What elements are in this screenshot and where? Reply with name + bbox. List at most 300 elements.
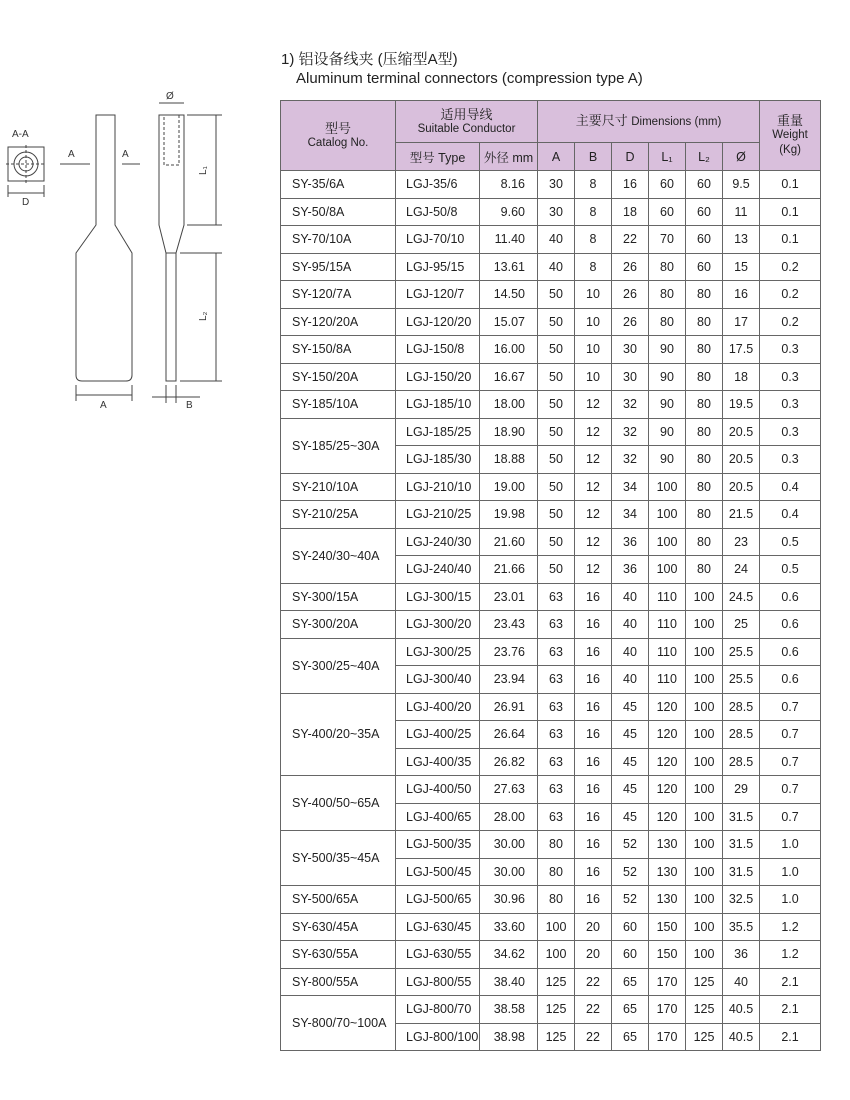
w-cell: 0.6 <box>760 583 821 611</box>
a-cell: 63 <box>538 666 575 694</box>
w-cell: 0.2 <box>760 308 821 336</box>
catalog-cell: SY-35/6A <box>281 171 396 199</box>
d-cell: 65 <box>612 996 649 1024</box>
type-cell: LGJ-300/15 <box>396 583 480 611</box>
phi-cell: 25.5 <box>723 638 760 666</box>
w-cell: 0.7 <box>760 721 821 749</box>
a-cell: 63 <box>538 693 575 721</box>
l2-cell: 80 <box>686 281 723 309</box>
d-cell: 40 <box>612 666 649 694</box>
od-cell: 21.60 <box>480 528 538 556</box>
od-cell: 38.58 <box>480 996 538 1024</box>
table-row <box>281 171 821 199</box>
type-cell: LGJ-120/7 <box>396 281 480 309</box>
phi-cell: 28.5 <box>723 693 760 721</box>
od-cell: 26.64 <box>480 721 538 749</box>
od-cell: 26.91 <box>480 693 538 721</box>
header-catalog: 型号 Catalog No. <box>281 101 396 171</box>
od-cell: 27.63 <box>480 776 538 804</box>
catalog-cell: SY-50/8A <box>281 198 396 226</box>
label-a-width: A <box>100 400 107 411</box>
d-cell: 16 <box>612 171 649 199</box>
phi-cell: 20.5 <box>723 418 760 446</box>
bore-hidden-line <box>164 115 179 165</box>
b-cell: 10 <box>575 363 612 391</box>
w-cell: 0.4 <box>760 501 821 529</box>
type-cell: LGJ-70/10 <box>396 226 480 254</box>
d-cell: 60 <box>612 941 649 969</box>
b-cell: 16 <box>575 693 612 721</box>
table-row <box>281 501 821 529</box>
d-cell: 34 <box>612 473 649 501</box>
table-row <box>281 308 821 336</box>
b-cell: 22 <box>575 1023 612 1051</box>
type-cell: LGJ-35/6 <box>396 171 480 199</box>
l1-cell: 100 <box>649 473 686 501</box>
table-row <box>281 363 821 391</box>
b-cell: 8 <box>575 171 612 199</box>
w-cell: 0.6 <box>760 666 821 694</box>
phi-cell: 40.5 <box>723 1023 760 1051</box>
table-row <box>281 583 821 611</box>
l2-cell: 100 <box>686 776 723 804</box>
table-row <box>281 776 821 804</box>
header-dimensions: 主要尺寸 Dimensions (mm) <box>538 101 760 143</box>
type-cell: LGJ-400/65 <box>396 803 480 831</box>
l1-cell: 110 <box>649 611 686 639</box>
catalog-cell: SY-210/10A <box>281 473 396 501</box>
a-cell: 63 <box>538 583 575 611</box>
w-cell: 1.0 <box>760 858 821 886</box>
l1-cell: 170 <box>649 996 686 1024</box>
table-row <box>281 831 821 859</box>
header-phi: Ø <box>723 143 760 171</box>
phi-cell: 25 <box>723 611 760 639</box>
l1-cell: 110 <box>649 666 686 694</box>
catalog-cell: SY-400/50~65A <box>281 776 396 831</box>
phi-cell: 17 <box>723 308 760 336</box>
b-cell: 10 <box>575 281 612 309</box>
a-cell: 63 <box>538 638 575 666</box>
phi-cell: 29 <box>723 776 760 804</box>
type-cell: LGJ-500/65 <box>396 886 480 914</box>
l2-cell: 80 <box>686 528 723 556</box>
od-cell: 9.60 <box>480 198 538 226</box>
b-cell: 8 <box>575 198 612 226</box>
type-cell: LGJ-300/40 <box>396 666 480 694</box>
l1-cell: 120 <box>649 721 686 749</box>
table-row <box>281 638 821 666</box>
header-b: B <box>575 143 612 171</box>
od-cell: 23.94 <box>480 666 538 694</box>
od-cell: 23.43 <box>480 611 538 639</box>
w-cell: 0.3 <box>760 446 821 474</box>
catalog-cell: SY-185/25~30A <box>281 418 396 473</box>
a-cell: 40 <box>538 226 575 254</box>
table-row <box>281 226 821 254</box>
phi-cell: 19.5 <box>723 391 760 419</box>
a-cell: 80 <box>538 858 575 886</box>
b-cell: 16 <box>575 583 612 611</box>
l2-cell: 100 <box>686 611 723 639</box>
label-phi: Ø <box>166 91 174 102</box>
l1-cell: 80 <box>649 253 686 281</box>
a-cell: 63 <box>538 611 575 639</box>
a-cell: 50 <box>538 281 575 309</box>
phi-cell: 31.5 <box>723 831 760 859</box>
a-cell: 50 <box>538 308 575 336</box>
b-cell: 16 <box>575 666 612 694</box>
l2-cell: 60 <box>686 198 723 226</box>
l1-cell: 130 <box>649 886 686 914</box>
a-cell: 40 <box>538 253 575 281</box>
a-cell: 50 <box>538 528 575 556</box>
l2-cell: 80 <box>686 308 723 336</box>
od-cell: 19.98 <box>480 501 538 529</box>
table-row <box>281 418 821 446</box>
a-cell: 50 <box>538 336 575 364</box>
w-cell: 0.2 <box>760 253 821 281</box>
l2-cell: 80 <box>686 391 723 419</box>
phi-cell: 20.5 <box>723 473 760 501</box>
catalog-cell: SY-800/70~100A <box>281 996 396 1051</box>
type-cell: LGJ-240/40 <box>396 556 480 584</box>
w-cell: 0.3 <box>760 336 821 364</box>
type-cell: LGJ-800/100 <box>396 1023 480 1051</box>
label-b: B <box>186 400 193 411</box>
w-cell: 0.1 <box>760 226 821 254</box>
a-cell: 80 <box>538 886 575 914</box>
a-cell: 30 <box>538 198 575 226</box>
d-cell: 40 <box>612 638 649 666</box>
catalog-cell: SY-70/10A <box>281 226 396 254</box>
header-od: 外径 mm <box>480 143 538 171</box>
l2-cell: 125 <box>686 996 723 1024</box>
b-cell: 16 <box>575 638 612 666</box>
label-d: D <box>22 197 30 208</box>
header-l2: L₂ <box>686 143 723 171</box>
l1-cell: 130 <box>649 858 686 886</box>
d-cell: 45 <box>612 803 649 831</box>
type-cell: LGJ-400/25 <box>396 721 480 749</box>
a-cell: 100 <box>538 913 575 941</box>
b-cell: 12 <box>575 528 612 556</box>
d-cell: 32 <box>612 446 649 474</box>
catalog-cell: SY-630/55A <box>281 941 396 969</box>
l2-cell: 60 <box>686 171 723 199</box>
type-cell: LGJ-630/45 <box>396 913 480 941</box>
b-cell: 16 <box>575 776 612 804</box>
w-cell: 0.6 <box>760 611 821 639</box>
b-cell: 8 <box>575 253 612 281</box>
d-cell: 32 <box>612 418 649 446</box>
w-cell: 0.3 <box>760 363 821 391</box>
a-cell: 50 <box>538 418 575 446</box>
type-cell: LGJ-500/35 <box>396 831 480 859</box>
table-row <box>281 473 821 501</box>
catalog-cell: SY-400/20~35A <box>281 693 396 776</box>
type-cell: LGJ-300/25 <box>396 638 480 666</box>
od-cell: 30.00 <box>480 858 538 886</box>
phi-cell: 11 <box>723 198 760 226</box>
d-cell: 30 <box>612 363 649 391</box>
spec-table <box>280 100 821 1051</box>
od-cell: 30.96 <box>480 886 538 914</box>
a-cell: 80 <box>538 831 575 859</box>
type-cell: LGJ-95/15 <box>396 253 480 281</box>
l1-cell: 90 <box>649 418 686 446</box>
phi-cell: 21.5 <box>723 501 760 529</box>
l1-cell: 90 <box>649 391 686 419</box>
w-cell: 0.5 <box>760 528 821 556</box>
b-cell: 16 <box>575 803 612 831</box>
d-cell: 45 <box>612 776 649 804</box>
w-cell: 0.4 <box>760 473 821 501</box>
type-cell: LGJ-120/20 <box>396 308 480 336</box>
l1-cell: 100 <box>649 528 686 556</box>
type-cell: LGJ-210/25 <box>396 501 480 529</box>
b-cell: 20 <box>575 913 612 941</box>
label-l2: L₂ <box>198 311 209 321</box>
b-cell: 12 <box>575 446 612 474</box>
catalog-cell: SY-120/20A <box>281 308 396 336</box>
b-cell: 16 <box>575 721 612 749</box>
type-cell: LGJ-400/20 <box>396 693 480 721</box>
l2-cell: 80 <box>686 473 723 501</box>
label-l1: L₁ <box>198 166 209 175</box>
d-cell: 18 <box>612 198 649 226</box>
l1-cell: 110 <box>649 583 686 611</box>
d-cell: 40 <box>612 611 649 639</box>
type-cell: LGJ-500/45 <box>396 858 480 886</box>
l1-cell: 90 <box>649 363 686 391</box>
heading-english: Aluminum terminal connectors (compression type A) <box>296 70 643 87</box>
b-cell: 12 <box>575 473 612 501</box>
spec-table-body <box>281 171 821 1051</box>
phi-cell: 17.5 <box>723 336 760 364</box>
type-cell: LGJ-185/10 <box>396 391 480 419</box>
od-cell: 16.00 <box>480 336 538 364</box>
phi-cell: 35.5 <box>723 913 760 941</box>
catalog-cell: SY-500/35~45A <box>281 831 396 886</box>
label-a-right: A <box>122 149 129 160</box>
d-cell: 26 <box>612 253 649 281</box>
phi-cell: 24 <box>723 556 760 584</box>
d-cell: 26 <box>612 308 649 336</box>
terminal-connector-drawing <box>0 85 280 415</box>
b-cell: 16 <box>575 611 612 639</box>
table-row <box>281 611 821 639</box>
phi-cell: 31.5 <box>723 803 760 831</box>
catalog-cell: SY-210/25A <box>281 501 396 529</box>
l1-cell: 70 <box>649 226 686 254</box>
phi-cell: 24.5 <box>723 583 760 611</box>
l2-cell: 100 <box>686 693 723 721</box>
w-cell: 1.2 <box>760 913 821 941</box>
b-cell: 16 <box>575 886 612 914</box>
d-cell: 32 <box>612 391 649 419</box>
w-cell: 0.7 <box>760 776 821 804</box>
d-cell: 36 <box>612 528 649 556</box>
l2-cell: 100 <box>686 886 723 914</box>
l1-cell: 60 <box>649 171 686 199</box>
header-conductor: 适用导线 Suitable Conductor <box>396 101 538 143</box>
table-row <box>281 886 821 914</box>
b-cell: 10 <box>575 308 612 336</box>
l1-cell: 130 <box>649 831 686 859</box>
w-cell: 2.1 <box>760 968 821 996</box>
l1-cell: 80 <box>649 308 686 336</box>
table-row <box>281 693 821 721</box>
l1-cell: 170 <box>649 1023 686 1051</box>
type-cell: LGJ-150/8 <box>396 336 480 364</box>
section-label: A-A <box>12 129 29 140</box>
l2-cell: 100 <box>686 913 723 941</box>
header-type: 型号 Type <box>396 143 480 171</box>
b-cell: 12 <box>575 418 612 446</box>
l1-cell: 170 <box>649 968 686 996</box>
type-cell: LGJ-240/30 <box>396 528 480 556</box>
l2-cell: 100 <box>686 666 723 694</box>
d-cell: 52 <box>612 831 649 859</box>
phi-cell: 20.5 <box>723 446 760 474</box>
header-l1: L₁ <box>649 143 686 171</box>
phi-cell: 36 <box>723 941 760 969</box>
od-cell: 23.01 <box>480 583 538 611</box>
od-cell: 14.50 <box>480 281 538 309</box>
heading-chinese: 1) 铝设备线夹 (压缩型A型) <box>281 51 458 68</box>
od-cell: 18.00 <box>480 391 538 419</box>
label-a-left: A <box>68 149 75 160</box>
l2-cell: 100 <box>686 831 723 859</box>
d-cell: 65 <box>612 968 649 996</box>
w-cell: 0.2 <box>760 281 821 309</box>
table-row <box>281 913 821 941</box>
w-cell: 0.1 <box>760 171 821 199</box>
type-cell: LGJ-185/30 <box>396 446 480 474</box>
b-cell: 16 <box>575 858 612 886</box>
l1-cell: 120 <box>649 776 686 804</box>
l1-cell: 120 <box>649 748 686 776</box>
a-cell: 50 <box>538 446 575 474</box>
a-cell: 50 <box>538 473 575 501</box>
w-cell: 2.1 <box>760 996 821 1024</box>
type-cell: LGJ-800/55 <box>396 968 480 996</box>
od-cell: 19.00 <box>480 473 538 501</box>
od-cell: 23.76 <box>480 638 538 666</box>
l1-cell: 80 <box>649 281 686 309</box>
w-cell: 0.7 <box>760 803 821 831</box>
catalog-cell: SY-150/20A <box>281 363 396 391</box>
w-cell: 0.6 <box>760 638 821 666</box>
a-cell: 63 <box>538 748 575 776</box>
w-cell: 0.7 <box>760 693 821 721</box>
l1-cell: 90 <box>649 446 686 474</box>
catalog-cell: SY-500/65A <box>281 886 396 914</box>
l2-cell: 100 <box>686 721 723 749</box>
catalog-cell: SY-300/15A <box>281 583 396 611</box>
type-cell: LGJ-50/8 <box>396 198 480 226</box>
phi-cell: 28.5 <box>723 721 760 749</box>
od-cell: 28.00 <box>480 803 538 831</box>
d-cell: 60 <box>612 913 649 941</box>
w-cell: 1.2 <box>760 941 821 969</box>
b-cell: 16 <box>575 831 612 859</box>
catalog-cell: SY-240/30~40A <box>281 528 396 583</box>
b-cell: 10 <box>575 336 612 364</box>
type-cell: LGJ-210/10 <box>396 473 480 501</box>
l1-cell: 150 <box>649 941 686 969</box>
l1-cell: 100 <box>649 501 686 529</box>
table-row <box>281 391 821 419</box>
phi-cell: 40 <box>723 968 760 996</box>
od-cell: 16.67 <box>480 363 538 391</box>
type-cell: LGJ-400/50 <box>396 776 480 804</box>
l2-cell: 125 <box>686 968 723 996</box>
od-cell: 11.40 <box>480 226 538 254</box>
catalog-cell: SY-300/25~40A <box>281 638 396 693</box>
l1-cell: 110 <box>649 638 686 666</box>
a-cell: 50 <box>538 363 575 391</box>
l2-cell: 80 <box>686 556 723 584</box>
table-row <box>281 528 821 556</box>
w-cell: 1.0 <box>760 886 821 914</box>
header-a: A <box>538 143 575 171</box>
header-weight: 重量 Weight (Kg) <box>760 101 821 171</box>
l2-cell: 80 <box>686 418 723 446</box>
l1-cell: 150 <box>649 913 686 941</box>
phi-cell: 9.5 <box>723 171 760 199</box>
a-cell: 100 <box>538 941 575 969</box>
phi-cell: 31.5 <box>723 858 760 886</box>
l2-cell: 80 <box>686 336 723 364</box>
d-cell: 40 <box>612 583 649 611</box>
od-cell: 18.88 <box>480 446 538 474</box>
phi-cell: 16 <box>723 281 760 309</box>
b-cell: 12 <box>575 391 612 419</box>
catalog-cell: SY-630/45A <box>281 913 396 941</box>
phi-cell: 13 <box>723 226 760 254</box>
phi-cell: 18 <box>723 363 760 391</box>
table-row <box>281 996 821 1024</box>
d-cell: 65 <box>612 1023 649 1051</box>
table-row <box>281 336 821 364</box>
a-cell: 125 <box>538 1023 575 1051</box>
d-cell: 30 <box>612 336 649 364</box>
od-cell: 8.16 <box>480 171 538 199</box>
phi-cell: 32.5 <box>723 886 760 914</box>
a-cell: 50 <box>538 501 575 529</box>
od-cell: 18.90 <box>480 418 538 446</box>
phi-cell: 15 <box>723 253 760 281</box>
b-cell: 12 <box>575 501 612 529</box>
catalog-cell: SY-800/55A <box>281 968 396 996</box>
l2-cell: 80 <box>686 446 723 474</box>
w-cell: 1.0 <box>760 831 821 859</box>
od-cell: 21.66 <box>480 556 538 584</box>
a-cell: 125 <box>538 968 575 996</box>
d-cell: 45 <box>612 693 649 721</box>
l1-cell: 60 <box>649 198 686 226</box>
phi-cell: 25.5 <box>723 666 760 694</box>
b-cell: 22 <box>575 968 612 996</box>
l1-cell: 90 <box>649 336 686 364</box>
catalog-cell: SY-95/15A <box>281 253 396 281</box>
catalog-cell: SY-185/10A <box>281 391 396 419</box>
catalog-cell: SY-120/7A <box>281 281 396 309</box>
l1-cell: 120 <box>649 693 686 721</box>
l2-cell: 80 <box>686 363 723 391</box>
